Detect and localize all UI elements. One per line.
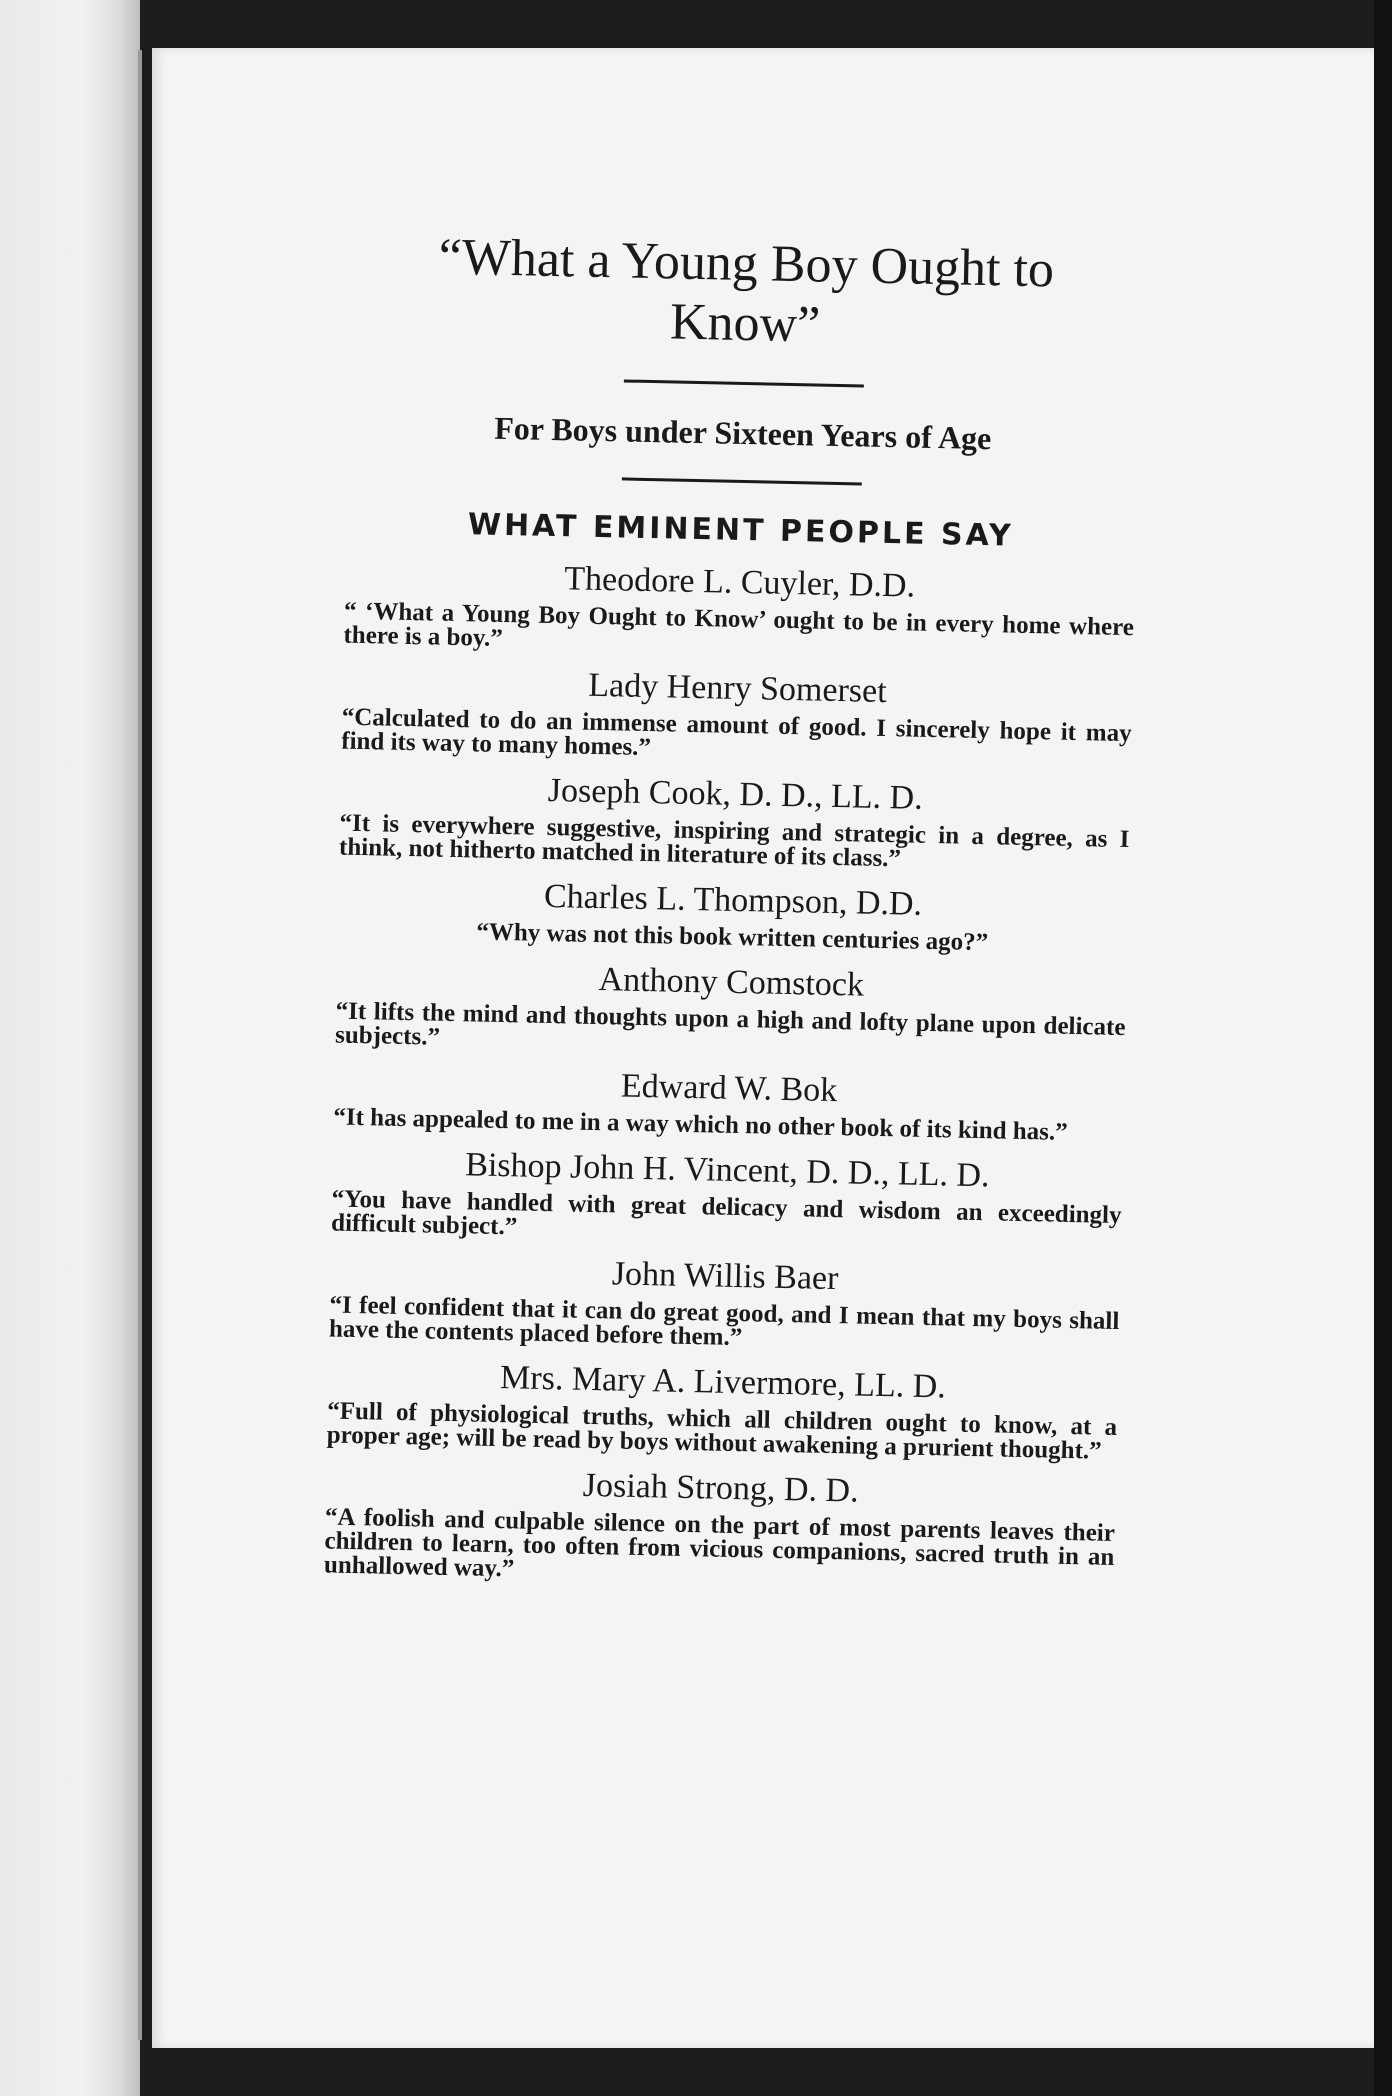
testimonial-item [333,1060,1124,1147]
testimonial-item [324,1459,1116,1594]
testimonial-quote: “It is everywhere suggestive, inspiring and strategic in a degree, as I think, not hitherto matched in literature of its class.” [338,809,1130,873]
testimonial-item [331,1142,1123,1253]
scan-border [1374,0,1392,2096]
testimonial-item [339,766,1131,877]
book-title-line-2: Know” [669,293,821,354]
testimonial-quote: “A foolish and culpable silence on the part of most parents leaves their children to learn, too often from vicious companions, sacred truth in an unhallowed way.” [323,1503,1116,1583]
testimonial-author: Anthony Comstock [598,961,865,1004]
testimonial-item [335,954,1127,1065]
testimonial-item [341,660,1133,771]
testimonial-author: Theodore L. Cuyler, D.D. [563,560,916,605]
testimonial-quote: “ ‘What a Young Boy Ought to Know’ ought to be in every home where there is a boy.” [343,597,1135,652]
testimonial-quote: “Calculated to do an immense amount of good. I sincerely hope it may find its way to many homes.” [341,703,1132,762]
testimonial-author: Joseph Cook, D. D., LL. D. [547,771,924,817]
page-content [324,226,1142,1606]
book-page [152,48,1374,2048]
left-page-edge [0,0,140,2096]
book-subtitle: For Boys under Sixteen Years of Age [493,409,992,457]
testimonial-author: Lady Henry Somerset [587,666,888,711]
book-gutter [138,50,142,2040]
testimonial-author: Charles L. Thompson, D.D. [543,877,923,923]
subtitle-divider [622,477,862,485]
testimonial-item [329,1248,1121,1359]
testimonial-quote: “I feel confident that it can do great good, and I mean that my boys shall have the contents placed before them.” [328,1291,1120,1352]
testimonial-author: Edward W. Bok [620,1067,838,1110]
testimonial-author: Mrs. Mary A. Livermore, LL. D. [499,1359,947,1406]
testimonial-quote: “Full of physiological truths, which all children ought to know, at a proper age; will be read by boys without awakening a prurient thought.” [326,1397,1118,1465]
testimonial-quote: “You have handled with great delicacy and wisdom an exceedingly difficult subject.” [330,1185,1122,1241]
testimonial-quote: “It lifts the mind and thoughts upon a high and lofty plane upon delicate subjects.” [334,997,1126,1051]
testimonial-quote: “It has appealed to me in a way which no other book of its kind has.” [333,1103,1068,1146]
testimonial-item [326,1353,1118,1464]
testimonial-author: Bishop John H. Vincent, D. D., LL. D. [464,1146,990,1195]
testimonial-item [337,872,1128,959]
testimonial-list [324,554,1135,1594]
title-divider [624,379,864,387]
testimonial-item [343,554,1135,665]
book-title-line-1: “What a Young Boy Ought to [438,228,1055,299]
testimonial-author: Josiah Strong, D. D. [582,1466,859,1510]
testimonial-author: John Willis Baer [611,1255,839,1298]
section-heading: WHAT EMINENT PEOPLE SAY [467,507,1015,554]
book-title [350,226,1142,363]
testimonial-quote: “Why was not this book written centuries ago?” [476,918,989,957]
